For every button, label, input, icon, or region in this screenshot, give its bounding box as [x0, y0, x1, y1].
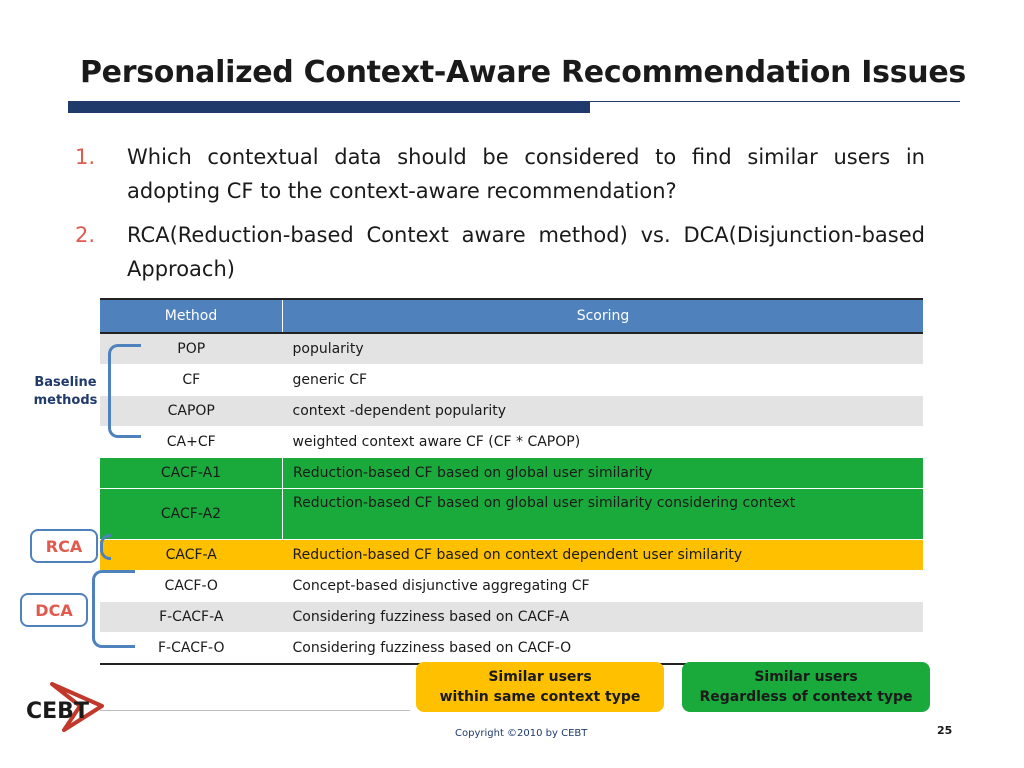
- scoring-cell: Considering fuzziness based on CACF-A: [283, 602, 924, 633]
- scoring-cell: Reduction-based CF based on global user similarity: [283, 458, 924, 489]
- method-cell: CACF-O: [100, 571, 283, 602]
- table-row: [100, 458, 923, 489]
- scoring-cell: Concept-based disjunctive aggregating CF: [283, 571, 924, 602]
- scoring-cell: Reduction-based CF based on global user similarity considering context: [283, 489, 924, 540]
- table-row: [100, 427, 923, 458]
- footer-divider: [100, 710, 410, 711]
- method-cell: CAPOP: [100, 396, 283, 427]
- table-header-row: [100, 299, 923, 333]
- table-row: [100, 333, 923, 365]
- rca-bracket: [100, 534, 111, 560]
- header-method: Method: [100, 299, 283, 333]
- scoring-cell: popularity: [283, 333, 924, 365]
- copyright-text: Copyright ©2010 by CEBT: [455, 728, 588, 739]
- baseline-label-line1: Baseline: [34, 375, 97, 390]
- legend-regardless-context: [682, 662, 930, 712]
- bullet-item: [75, 140, 925, 208]
- scoring-cell: weighted context aware CF (CF * CAPOP): [283, 427, 924, 458]
- bullet-list: [75, 140, 925, 296]
- slide-title: Personalized Context-Aware Recommendation Issues: [80, 55, 966, 90]
- cebt-logo-text: CEBT: [26, 699, 89, 724]
- table-row: [100, 633, 923, 665]
- cebt-logo: [24, 682, 104, 736]
- method-cell: F-CACF-O: [100, 633, 283, 665]
- scoring-cell: generic CF: [283, 365, 924, 396]
- method-cell: CA+CF: [100, 427, 283, 458]
- legend-same-context: [416, 662, 664, 712]
- baseline-methods-label: [28, 374, 103, 410]
- bullet-text: RCA(Reduction-based Context aware method) vs. DCA(Disjunction-based Approach): [127, 223, 925, 281]
- header-scoring: Scoring: [283, 299, 924, 333]
- title-underline-bar: [68, 101, 590, 113]
- table-row: [100, 540, 923, 571]
- table-row: [100, 489, 923, 540]
- dca-tag: DCA: [20, 593, 88, 627]
- baseline-bracket: [108, 344, 141, 438]
- method-cell: F-CACF-A: [100, 602, 283, 633]
- dca-bracket: [92, 570, 135, 648]
- table-row: [100, 396, 923, 427]
- scoring-cell: context -dependent popularity: [283, 396, 924, 427]
- title-underline-rule: [590, 101, 960, 102]
- table-row: [100, 571, 923, 602]
- table-row: [100, 365, 923, 396]
- legend-same-context-line2: within same context type: [439, 689, 641, 705]
- legend-regardless-line1: Similar users: [754, 669, 858, 685]
- bullet-number: 1.: [75, 145, 96, 169]
- method-cell: CACF-A2: [100, 489, 283, 540]
- methods-table: [100, 298, 923, 665]
- method-cell: CACF-A: [100, 540, 283, 571]
- legend-regardless-line2: Regardless of context type: [699, 689, 913, 705]
- cebt-logo-icon: [24, 682, 104, 732]
- method-cell: CACF-A1: [100, 458, 283, 489]
- bullet-text: Which contextual data should be considered to find similar users in adopting CF to the context-aware recommendation?: [127, 145, 925, 203]
- method-cell: POP: [100, 333, 283, 365]
- page-number: 25: [937, 724, 953, 737]
- bullet-number: 2.: [75, 223, 96, 247]
- legend-same-context-line1: Similar users: [488, 669, 592, 685]
- method-cell: CF: [100, 365, 283, 396]
- rca-tag: RCA: [30, 529, 98, 563]
- scoring-cell: Reduction-based CF based on context dependent user similarity: [283, 540, 924, 571]
- bullet-item: [75, 218, 925, 286]
- scoring-cell: Considering fuzziness based on CACF-O: [283, 633, 924, 665]
- baseline-label-line2: methods: [33, 393, 98, 408]
- table-row: [100, 602, 923, 633]
